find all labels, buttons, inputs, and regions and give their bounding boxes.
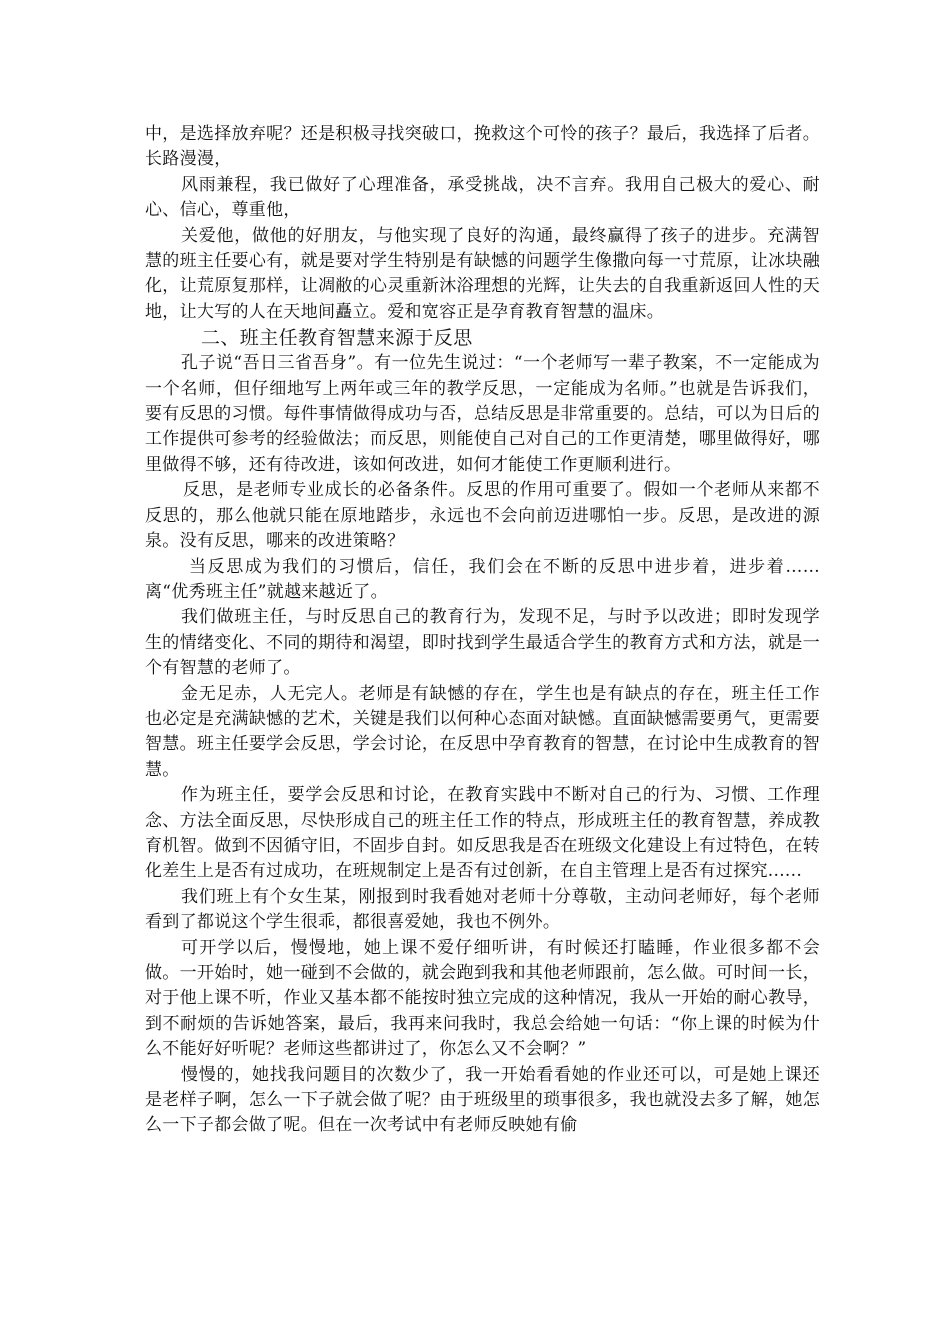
paragraph-4: 孔子说“吾日三省吾身”。有一位先生说过：“一个老师写一辈子教案，不一定能成为一个名师，但仔细地写上两年或三年的教学反思，一定能成为名师。”也就是告诉我们，要有反思的习惯。每件事情做得成功与否，总结反思是非常重要的。总结，可以为日后的工作提供可参考的经验做法；而反思，则能使自己对自己的工作更清楚，哪里做得好，哪里做得不够，还有待改进，该如何改进，如何才能使工作更顺利进行。 [145,353,820,475]
paragraph-8: 金无足赤，人无完人。老师是有缺憾的存在，学生也是有缺点的存在，班主任工作也必定是充满缺憾的艺术，关键是我们以何种心态面对缺憾。直面缺憾需要勇气，更需要智慧。班主任要学会反思，学会讨论，在反思中孕育教育的智慧，在讨论中生成教育的智慧。 [145,683,820,780]
paragraph-5: 反思，是老师专业成长的必备条件。反思的作用可重要了。假如一个老师从来都不反思的，那么他就只能在原地踏步，永远也不会向前迈进哪怕一步。反思，是改进的源泉。没有反思，哪来的改进策略？ [145,480,820,552]
paragraph-6: 当反思成为我们的习惯后，信任，我们会在不断的反思中进步着，进步着……离“优秀班主任”就越来越近了。 [145,556,820,602]
paragraph-1: 中，是选择放弃呢？还是积极寻找突破口，挽救这个可怜的孩子？最后，我选择了后者。长路漫漫， [145,124,820,170]
paragraph-2: 风雨兼程，我已做好了心理准备，承受挑战，决不言弃。我用自己极大的爱心、耐心、信心，尊重他， [145,174,820,221]
paragraph-9: 作为班主任，要学会反思和讨论，在教育实践中不断对自己的行为、习惯、工作理念、方法全面反思，尽快形成自己的班主任工作的特点，形成班主任的教育智慧，养成教育机智。做到不因循守旧，不固步自封。如反思我是否在班级文化建设上有过特色，在转化差生上是否有过成功，在班规制定上是否有过创新，在自主管理上是否有过探究...... [145,785,820,882]
paragraph-12: 慢慢的，她找我问题目的次数少了，我一开始看看她的作业还可以，可是她上课还是老样子啊，怎么一下子就会做了呢？由于班级里的琐事很多，我也就没去多了解，她怎么一下子都会做了呢。但在一次考试中有老师反映她有偷 [145,1064,820,1136]
section-heading-2: 二、班主任教育智慧来源于反思 [201,327,473,350]
document-page [145,122,820,1139]
paragraph-10: 我们班上有个女生某，刚报到时我看她对老师十分尊敬，主动问老师好，每个老师看到了都说这个学生很乖，都很喜爱她，我也不例外。 [145,886,820,933]
paragraph-3: 关爱他，做他的好朋友，与他实现了良好的沟通，最终赢得了孩子的进步。充满智慧的班主任要心有，就是要对学生特别是有缺憾的问题学生像撒向每一寸荒原，让冰块融化，让荒原复那样，让凋敝的心灵重新沐浴理想的光辉，让失去的自我重新返回人性的天地，让大写的人在天地间矗立。爱和宽容正是孕育教育智慧的温床。 [145,225,820,322]
paragraph-11: 可开学以后，慢慢地，她上课不爱仔细听讲，有时候还打瞌睡，作业很多都不会做。一开始时，她一碰到不会做的，就会跑到我和其他老师跟前，怎么做。可时间一长，对于他上课不听，作业又基本都不能按时独立完成的这种情况，我从一开始的耐心教导，到不耐烦的告诉她答案，最后，我再来问我时，我总会给她一句话：“你上课的时候为什么不能好好听呢？老师这些都讲过了，你怎么又不会啊？” [145,937,820,1060]
paragraph-7: 我们做班主任，与时反思自己的教育行为，发现不足，与时予以改进；即时发现学生的情绪变化、不同的期待和渴望，即时找到学生最适合学生的教育方式和方法，就是一个有智慧的老师了。 [145,607,820,679]
